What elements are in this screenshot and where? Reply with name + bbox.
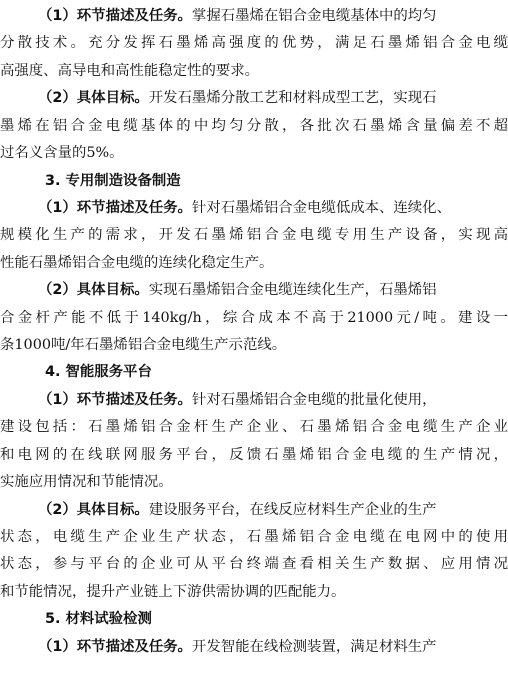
item-label: （1）环节描述及任务。 [38, 8, 192, 24]
item-text: 实现石墨烯铝合金电缆连续化生产，石墨烯铝 [148, 282, 437, 298]
item-text: 掌握石墨烯在铝合金电缆基体中的均匀 [191, 8, 437, 24]
paragraph-line: 状态，参与平台的企业可从平台终端查看相关生产数据、应用情况 [0, 556, 508, 572]
item-label: （1）环节描述及任务。 [38, 639, 192, 655]
paragraph-line [0, 390, 508, 410]
paragraph-line: 墨烯在铝合金电缆基体的中均匀分散，各批次石墨烯含量偏差不超 [0, 118, 508, 134]
paragraph-line: 和节能情况，提升产业链上下游供需协调的匹配能力。 [0, 584, 346, 600]
paragraph-line [0, 6, 508, 26]
section-heading: 5. 材料试验检测 [45, 611, 152, 627]
paragraph-line: 实施应用情况和节能情况。 [0, 474, 173, 490]
paragraph-line [0, 280, 508, 300]
section-heading: 4. 智能服务平台 [45, 364, 152, 380]
item-label: （2）具体目标。 [38, 282, 149, 298]
paragraph-line: 高强度、高导电和高性能稳定性的要求。 [0, 63, 260, 79]
item-text: 针对石墨烯铝合金电缆的批量化使用， [191, 392, 437, 408]
paragraph-line: 状态，电缆生产企业生产状态，石墨烯铝合金电缆在电网中的使用 [0, 529, 508, 545]
item-text: 建设服务平台，在线反应材料生产企业的生产 [148, 502, 437, 518]
paragraph-line: 性能石墨烯铝合金电缆的连续化稳定生产。 [0, 255, 274, 271]
paragraph-line [0, 637, 508, 657]
paragraph-line: 和电网的在线联网服务平台，反馈石墨烯铝合金电缆的生产情况， [0, 447, 508, 463]
paragraph-line: 合金杆产能不低于140kg/h，综合成本不高于21000元/吨。建设一 [0, 310, 508, 326]
section-heading: 3. 专用制造设备制造 [45, 173, 181, 189]
paragraph-line: 建设包括：石墨烯铝合金杆生产企业、石墨烯铝合金电缆生产企业 [0, 419, 508, 435]
item-label: （2）具体目标。 [38, 90, 149, 106]
paragraph-line: 条1000吨/年石墨烯铝合金电缆生产示范线。 [0, 337, 287, 353]
item-text: 开发石墨烯分散工艺和材料成型工艺，实现石 [148, 90, 437, 106]
paragraph-line [0, 198, 508, 218]
item-text: 开发智能在线检测装置，满足材料生产 [191, 639, 437, 655]
paragraph-line: 规模化生产的需求，开发石墨烯铝合金电缆专用生产设备，实现高 [0, 227, 508, 243]
paragraph-line: 分散技术。充分发挥石墨烯高强度的优势，满足石墨烯铝合金电缆 [0, 35, 508, 51]
paragraph-line: 过名义含量的5%。 [0, 145, 124, 161]
item-label: （1）环节描述及任务。 [38, 392, 192, 408]
item-text: 针对石墨烯铝合金电缆低成本、连续化、 [191, 200, 451, 216]
item-label: （1）环节描述及任务。 [38, 200, 192, 216]
item-label: （2）具体目标。 [38, 502, 149, 518]
paragraph-line [0, 500, 508, 520]
paragraph-line [0, 88, 508, 108]
